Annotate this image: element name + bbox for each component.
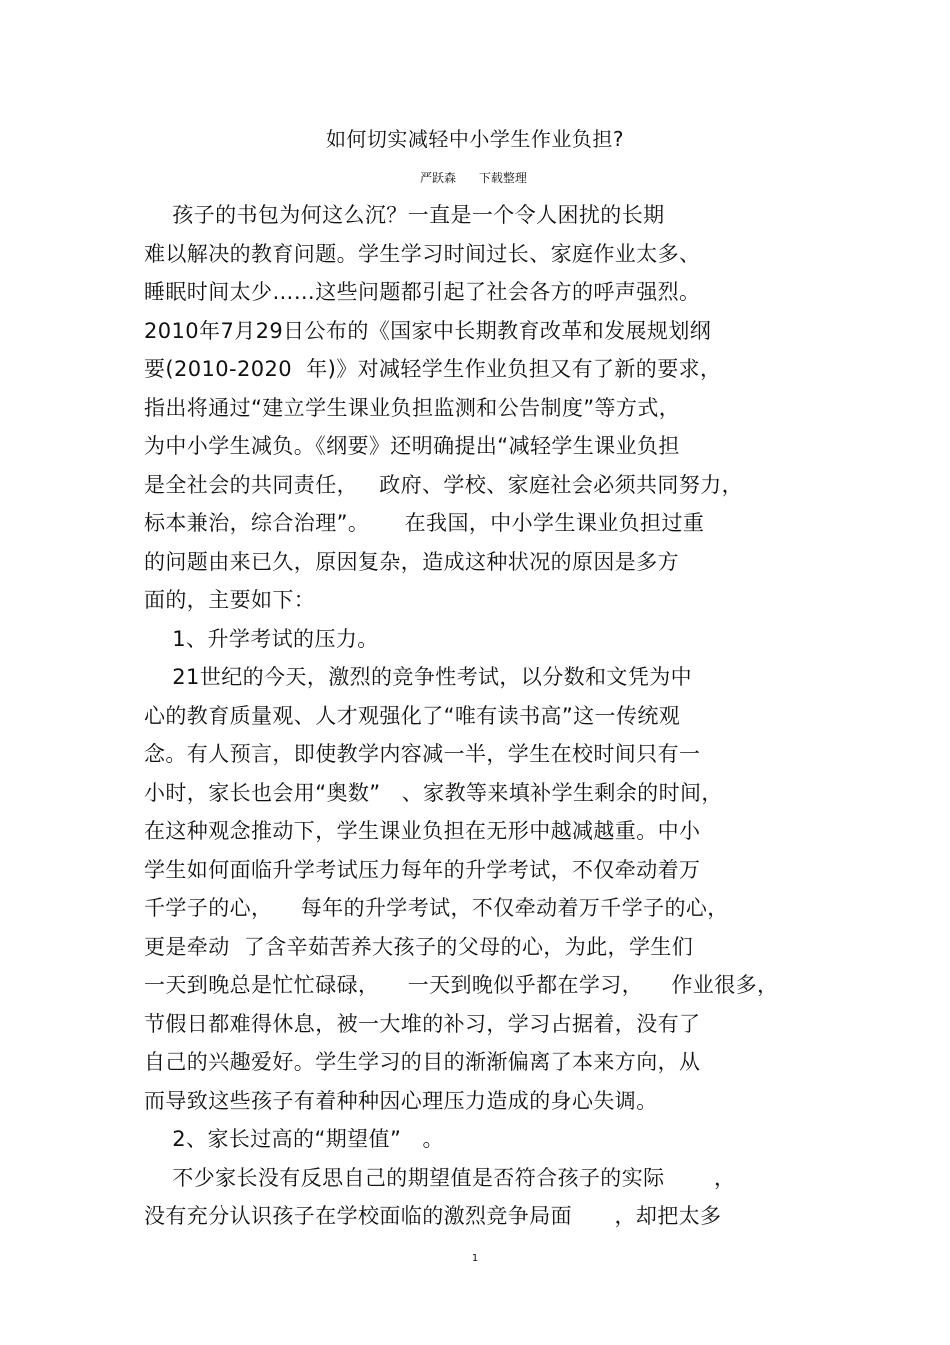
body-line: 指出将通过“建立学生课业负担监测和公告制度”等方式，	[144, 395, 681, 420]
page-number: 1	[471, 1253, 479, 1264]
body-line: 小时，家长也会用“奥数” 、家教等来填补学生剩余的时间，	[144, 780, 723, 805]
body-line: 念。有人预言，即使教学内容减一半，学生在校时间只有一	[144, 742, 701, 766]
body-line: 的问题由来已久，原因复杂，造成这种状况的原因是多方	[144, 549, 679, 574]
body-line: 孩子的书包为何这么沉？一直是一个令人困扰的长期	[144, 203, 665, 227]
body-line: 2010年7月29日公布的《国家中长期教育改革和发展规划纲	[144, 318, 712, 343]
body-line: 一天到晚总是忙忙碌碌， 一天到晚似乎都在学习， 作业很多，	[144, 973, 779, 997]
body-line: 没有充分认识孩子在学校面临的激烈竞争局面 ，却把太多	[144, 1204, 722, 1228]
body-line: 标本兼治，综合治理”。 在我国，中小学生课业负担过重	[144, 511, 705, 535]
body-line: 学生如何面临升学考试压力每年的升学考试，不仅牵动着万	[144, 857, 701, 882]
document-body	[144, 196, 804, 1236]
byline: 严跃森 下载整理	[420, 171, 527, 185]
body-line: 面的，主要如下：	[144, 588, 316, 612]
section-heading: 1、升学考试的压力。	[144, 626, 379, 651]
body-line: 要(2010-2020 年)》对减轻学生作业负担又有了新的要求，	[144, 357, 722, 381]
section-heading: 2、家长过高的“期望值” 。	[144, 1127, 444, 1151]
body-line: 是全社会的共同责任， 政府、学校、家庭社会必须共同努力，	[144, 472, 744, 497]
document-title: 如何切实减轻中小学生作业负担?	[325, 127, 625, 151]
body-line: 千学子的心， 每年的升学考试，不仅牵动着万千学子的心，	[144, 896, 729, 920]
body-line: 心的教育质量观、人才观强化了“唯有读书高”这一传统观	[144, 703, 681, 728]
body-line: 而导致这些孩子有着种种因心理压力造成的身心失调。	[144, 1088, 658, 1113]
body-line: 在这种观念推动下，学生课业负担在无形中越减越重。中小	[144, 819, 701, 843]
body-line: 睡眠时间太少……这些问题都引起了社会各方的呼声强烈。	[144, 280, 701, 304]
body-line: 难以解决的教育问题。学生学习时间过长、家庭作业太多、	[144, 241, 701, 266]
body-line: 不少家长没有反思自己的期望值是否符合孩子的实际 ，	[144, 1165, 736, 1190]
body-line: 自己的兴趣爱好。学生学习的目的渐渐偏离了本来方向，从	[144, 1050, 701, 1074]
body-line: 节假日都难得休息，被一大堆的补习，学习占据着，没有了	[144, 1011, 701, 1036]
body-line: 为中小学生减负。《纲要》还明确提出“减轻学生课业负担	[144, 434, 680, 458]
body-line: 21世纪的今天，激烈的竞争性考试，以分数和文凭为中	[144, 665, 693, 689]
body-line: 更是牵动 了含辛茹苦养大孩子的父母的心，为此，学生们	[144, 934, 694, 959]
